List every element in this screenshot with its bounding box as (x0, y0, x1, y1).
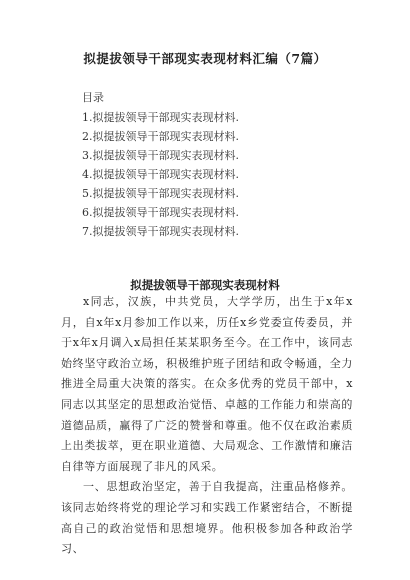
table-of-contents (82, 108, 239, 241)
section-title: 拟提拔领导干部现实表现材料 (130, 278, 280, 292)
section-body (61, 292, 353, 560)
toc-heading: 目录 (82, 91, 104, 104)
body-paragraph-2: 一、思想政治坚定，善于自我提高，注重品格修养。该同志始终将党的理论学习和实践工作紧密结合，不断提高自己的政治觉悟和思想境界。他积极参加各种政治学习、 (61, 480, 353, 556)
toc-item-3[interactable]: 3.拟提拔领导干部现实表现材料. (82, 149, 239, 162)
toc-item-6[interactable]: 6.拟提拔领导干部现实表现材料. (82, 206, 239, 219)
toc-item-7[interactable]: 7.拟提拔领导干部现实表现材料. (82, 225, 239, 238)
toc-item-2[interactable]: 2.拟提拔领导干部现实表现材料. (82, 130, 239, 143)
toc-item-5[interactable]: 5.拟提拔领导干部现实表现材料. (82, 187, 239, 200)
toc-item-4[interactable]: 4.拟提拔领导干部现实表现材料. (82, 168, 239, 181)
document-title: 拟提拔领导干部现实表现材料汇编（7篇） (83, 51, 327, 66)
body-paragraph-1: x同志，汉族，中共党员，大学学历，出生于x年x月，自x年x月参加工作以来，历任x乡党委宣传委员，并于x年x月调入x局担任某某职务至今。在工作中，该同志始终坚守政治立场，积极维护班子团结和政令畅通，全力推进全局重大决策的落实。在众多优秀的党员干部中，x同志以其坚定的思想政治觉悟、卓越的工作能力和崇高的道德品质，赢得了广泛的赞誉和尊重。他不仅在政治素质上出类拔萃，更在职业道德、大局观念、工作激情和廉洁自律等方面展现了非凡的风采。 (61, 295, 353, 473)
toc-item-1[interactable]: 1.拟提拔领导干部现实表现材料. (82, 111, 239, 124)
